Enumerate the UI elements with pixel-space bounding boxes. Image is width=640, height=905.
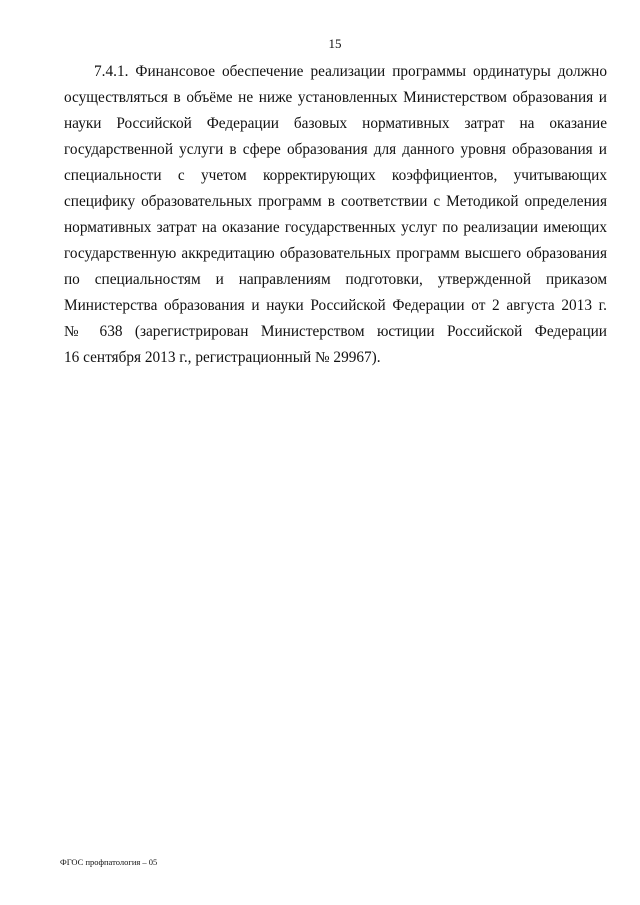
document-footer: ФГОС профпатология – 05 [60, 857, 158, 867]
paragraph-line: нормативных затрат на оказание государственных услуг по реализации имеющих [64, 219, 607, 236]
paragraph-line: по специальностям и направлениям подготовки, утвержденной приказом [64, 271, 607, 288]
paragraph-line: 7.4.1. Финансовое обеспечение реализации программы ординатуры должно [94, 63, 607, 80]
paragraph-line: государственную аккредитацию образовательных программ высшего образования [64, 245, 607, 262]
paragraph-line: Министерства образования и науки Российской Федерации от 2 августа 2013 г. [64, 297, 607, 314]
paragraph-line: специфику образовательных программ в соответствии с Методикой определения [64, 193, 607, 210]
paragraph-line: осуществляться в объёме не ниже установленных Министерством образования и [64, 89, 607, 106]
paragraph-line: государственной услуги в сфере образования для данного уровня образования и [64, 141, 607, 158]
paragraph-line: № 638 (зарегистрирован Министерством юстиции Российской Федерации [64, 323, 607, 340]
paragraph-line: специальности с учетом корректирующих коэффициентов, учитывающих [64, 167, 607, 184]
paragraph-line: 16 сентября 2013 г., регистрационный № 29967). [64, 349, 381, 366]
paragraph-line: науки Российской Федерации базовых нормативных затрат на оказание [64, 115, 607, 132]
page-number: 15 [328, 36, 342, 51]
